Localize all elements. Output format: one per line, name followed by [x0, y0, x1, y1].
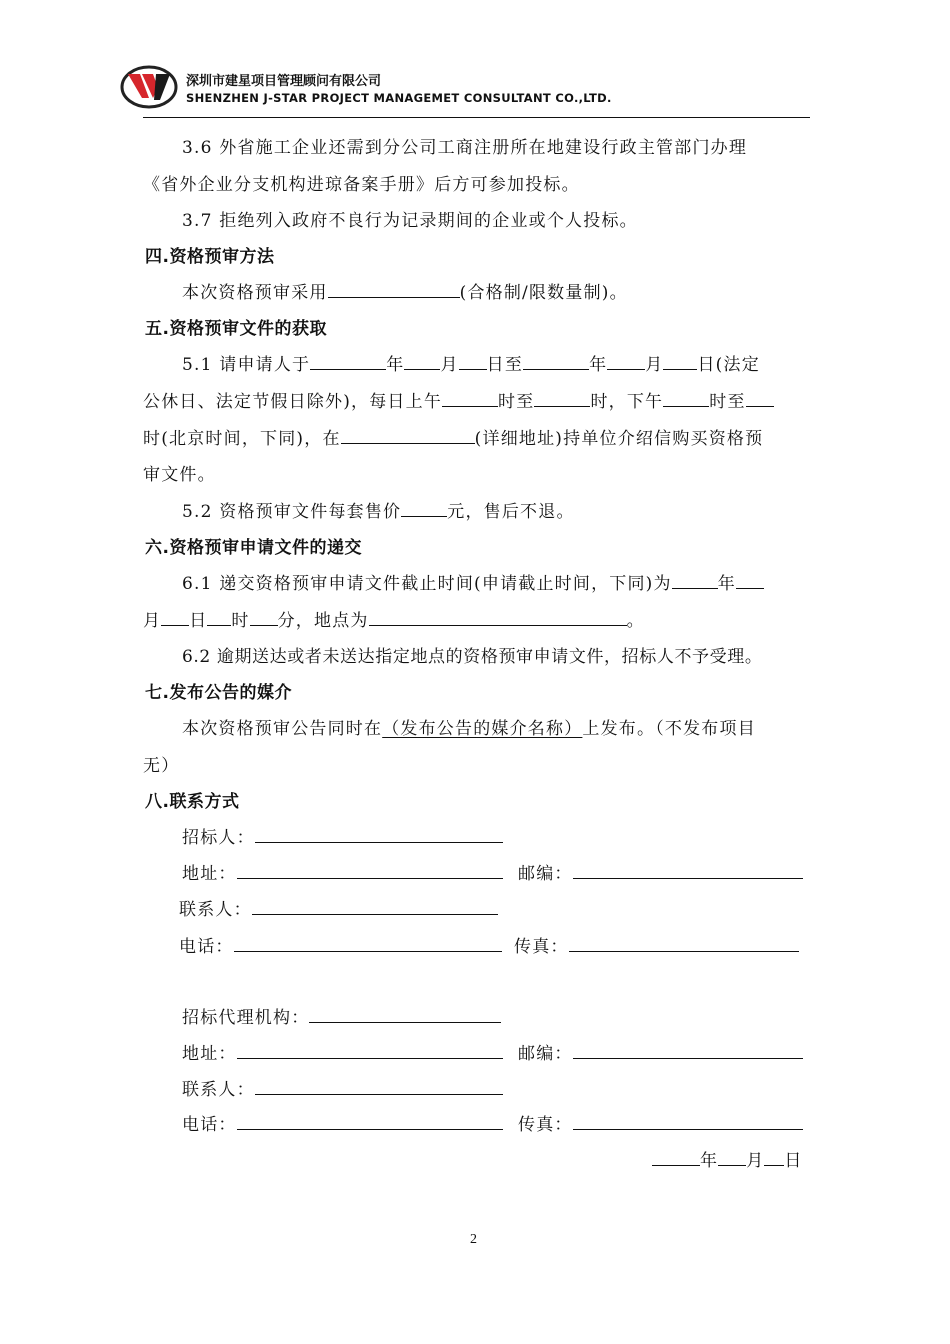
paragraph-6-1-line2: 月 日 时 分，地点为 。: [143, 611, 645, 631]
date-line: 年 月 日: [652, 1146, 803, 1171]
paragraph-7-line1: 本次资格预审公告同时在（发布公告的媒介名称）上发布。（不发布项目: [182, 719, 756, 739]
section-5-title: 五.资格预审文件的获取: [145, 319, 327, 339]
tenderer-phone-field: [234, 935, 502, 952]
tenderer-address-field: [237, 862, 503, 879]
tenderer-contact-row: 联系人：: [179, 895, 498, 920]
header-rule: [143, 117, 810, 118]
paragraph-5-1-line4: 审文件。: [143, 465, 216, 485]
paragraph-5-1-line1: 5.1 请申请人于 年 月 日至 年 月 日(法定: [182, 355, 760, 375]
agency-fax-row: 传真：: [518, 1110, 803, 1135]
tenderer-row: 招标人：: [182, 823, 503, 848]
paragraph-5-2: 5.2 资格预审文件每套售价 元，售后不退。: [182, 502, 575, 522]
paragraph-6-1-line1: 6.1 递交资格预审申请文件截止时间(申请截止时间，下同)为 年: [182, 569, 764, 594]
section-6-title: 六.资格预审申请文件的递交: [145, 538, 362, 558]
tenderer-phone-row: 电话：: [179, 932, 502, 957]
agency-postcode-row: 邮编：: [518, 1039, 803, 1064]
agency-phone-field: [237, 1113, 503, 1130]
tenderer-fax-field: [569, 935, 799, 952]
paragraph-3-7: 3.7 拒绝列入政府不良行为记录期间的企业或个人投标。: [182, 211, 638, 231]
paragraph-5-1-line2: 公休日、法定节假日除外)，每日上午 时至 时，下午 时至: [143, 387, 774, 412]
agency-phone-row: 电话：: [182, 1110, 503, 1135]
company-logo: [120, 64, 178, 110]
paragraph-3-6-line2: 《省外企业分支机构进琼备案手册》后方可参加投标。: [143, 175, 580, 195]
tenderer-fax-row: 传真：: [514, 932, 799, 957]
agency-field: [309, 1006, 501, 1023]
section-4-text: 本次资格预审采用 (合格制/限数量制)。: [182, 283, 628, 303]
media-name-placeholder: （发布公告的媒介名称）: [382, 719, 583, 739]
tenderer-field: [255, 826, 503, 843]
tenderer-contact-field: [252, 898, 498, 915]
company-name-cn: 深圳市建星项目管理顾问有限公司: [186, 74, 382, 89]
section-7-title: 七.发布公告的媒介: [145, 683, 292, 703]
tenderer-address-row: 地址：: [182, 859, 503, 884]
company-name-en: SHENZHEN J-STAR PROJECT MANAGEMET CONSULTANT CO.,LTD.: [186, 91, 612, 105]
section-8-title: 八.联系方式: [145, 792, 240, 812]
page-number: 2: [470, 1232, 477, 1247]
paragraph-5-1-line3: 时(北京时间，下同)，在 (详细地址)持单位介绍信购买资格预: [143, 429, 764, 449]
paragraph-3-6-line1: 3.6 外省施工企业还需到分公司工商注册所在地建设行政主管部门办理: [182, 138, 748, 158]
agency-contact-field: [255, 1078, 503, 1095]
agency-address-field: [237, 1042, 503, 1059]
agency-postcode-field: [573, 1042, 803, 1059]
paragraph-7-line2: 无）: [143, 756, 180, 776]
agency-address-row: 地址：: [182, 1039, 503, 1064]
agency-row: 招标代理机构：: [182, 1003, 501, 1028]
agency-fax-field: [573, 1113, 803, 1130]
paragraph-6-2: 6.2 逾期送达或者未送达指定地点的资格预审申请文件，招标人不予受理。: [182, 647, 763, 667]
tenderer-postcode-row: 邮编：: [518, 859, 803, 884]
section-4-title: 四.资格预审方法: [145, 247, 275, 267]
agency-contact-row: 联系人：: [182, 1075, 503, 1100]
tenderer-postcode-field: [573, 862, 803, 879]
